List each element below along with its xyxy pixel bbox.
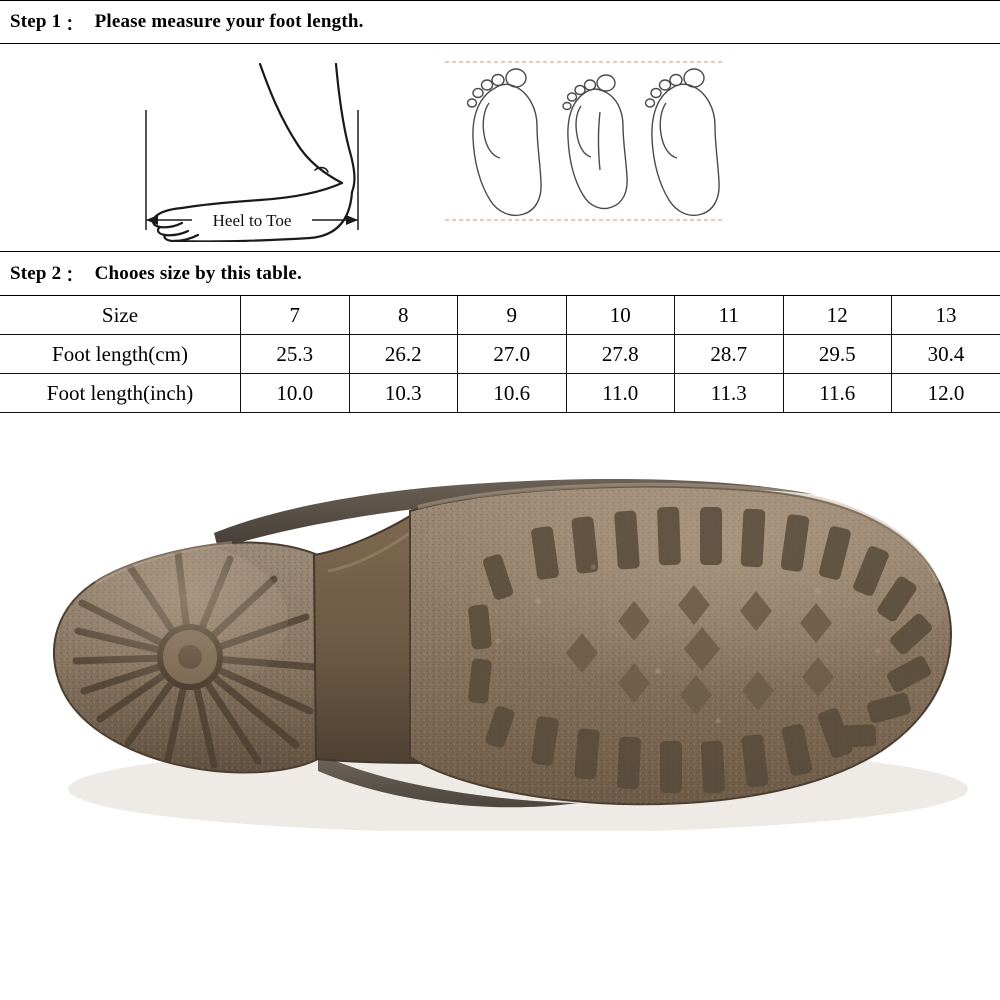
table-row-header-inch: Foot length(inch)	[0, 374, 241, 413]
table-cell: 13	[892, 296, 1000, 335]
table-row	[0, 296, 1000, 335]
table-cell: 8	[349, 296, 458, 335]
table-cell: 26.2	[349, 335, 458, 374]
photo-inner	[0, 413, 1000, 948]
table-cell: 12	[783, 296, 892, 335]
table-row-header-cm: Foot length(cm)	[0, 335, 241, 374]
table-header-size: Size	[0, 296, 241, 335]
step-1-colon: ：	[65, 13, 85, 35]
table-cell: 11.6	[783, 374, 892, 413]
step-2-label: Step 2	[10, 262, 62, 284]
step-2-text: Chooes size by this table.	[94, 262, 302, 284]
table-row	[0, 374, 1000, 413]
table-cell: 28.7	[675, 335, 784, 374]
table-cell: 11.3	[675, 374, 784, 413]
table-cell: 27.8	[566, 335, 675, 374]
table-row	[0, 335, 1000, 374]
table-cell: 10.0	[241, 374, 350, 413]
table-cell: 29.5	[783, 335, 892, 374]
step-1-header	[0, 0, 1000, 44]
table-cell: 12.0	[892, 374, 1000, 413]
heel-pad	[38, 531, 338, 781]
table-cell: 11	[675, 296, 784, 335]
step-1-text: Please measure your foot length.	[94, 11, 364, 32]
table-cell: 9	[458, 296, 567, 335]
table-cell: 11.0	[566, 374, 675, 413]
step-1-label: Step 1	[10, 11, 62, 32]
table-cell: 27.0	[458, 335, 567, 374]
step-2-header	[0, 252, 1000, 296]
outsole-illustration	[18, 471, 982, 831]
size-table	[0, 296, 1000, 413]
table-cell: 10.6	[458, 374, 567, 413]
step-2-colon: ：	[65, 265, 85, 286]
table-cell: 7	[241, 296, 350, 335]
shoe-outsole-photo	[0, 413, 1000, 948]
table-cell: 10.3	[349, 374, 458, 413]
table-cell: 30.4	[892, 335, 1000, 374]
table-cell: 25.3	[241, 335, 350, 374]
measurement-illustration	[0, 44, 1000, 252]
heel-to-toe-label: Heel to Toe	[212, 211, 292, 230]
foot-side-view-diagram	[110, 52, 410, 242]
foot-soles-diagram	[440, 52, 730, 237]
table-cell: 10	[566, 296, 675, 335]
